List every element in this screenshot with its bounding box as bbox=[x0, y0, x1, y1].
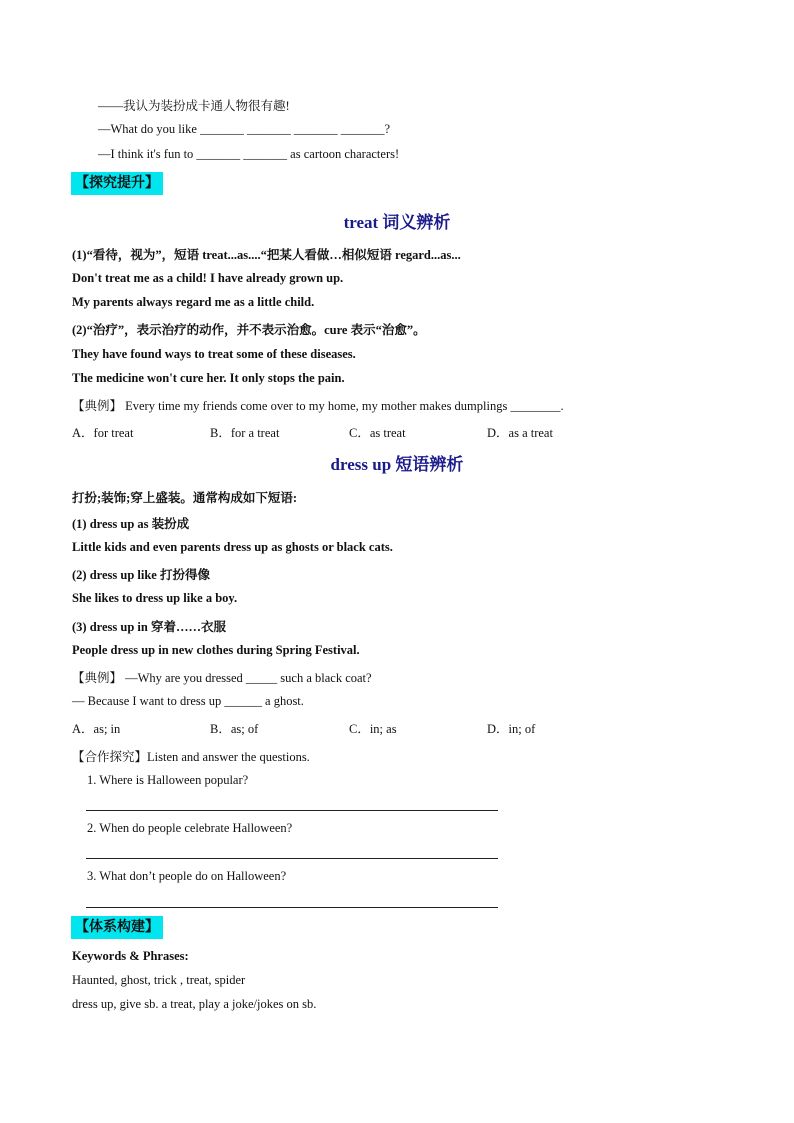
dressup-phrase-1: (1) dress up as 装扮成 bbox=[72, 517, 190, 531]
system-section-heading: 【体系构建】 bbox=[71, 916, 163, 939]
dressup-example-question-1: 【典例】 —Why are you dressed _____ such a black coat? bbox=[72, 671, 372, 685]
treat-example-2: My parents always regard me as a little child. bbox=[72, 295, 315, 309]
answer-line-1[interactable] bbox=[86, 810, 498, 811]
treat-option-b: B．for a treat bbox=[210, 426, 280, 440]
coop-question-1: 1. Where is Halloween popular? bbox=[87, 773, 249, 787]
dressup-option-d: D．in; of bbox=[487, 722, 536, 736]
treat-example-question: 【典例】 Every time my friends come over to my home, my mother makes dumplings ________. bbox=[72, 399, 564, 413]
treat-example-4: The medicine won't cure her. It only stops the pain. bbox=[72, 371, 345, 385]
dressup-option-b: B．as; of bbox=[210, 722, 259, 736]
answer-line-3[interactable] bbox=[86, 907, 498, 908]
dressup-option-c: C．in; as bbox=[349, 722, 397, 736]
coop-question-3: 3. What don’t people do on Halloween? bbox=[87, 869, 287, 883]
dressup-intro: 打扮;装饰;穿上盛装。通常构成如下短语: bbox=[72, 491, 297, 505]
intro-chinese-line: ——我认为装扮成卡通人物很有趣! bbox=[98, 99, 290, 113]
dressup-phrase-2: (2) dress up like 打扮得像 bbox=[72, 568, 210, 582]
treat-point-1: (1)“看待，视为”，短语 treat...as....“把某人看做…相似短语 regard...as... bbox=[72, 248, 461, 262]
intro-question-line: —What do you like _______ _______ _______ _______? bbox=[98, 122, 390, 136]
dressup-phrase-3: (3) dress up in 穿着……衣服 bbox=[72, 620, 226, 634]
treat-example-3: They have found ways to treat some of these diseases. bbox=[72, 347, 356, 361]
dressup-example-1: Little kids and even parents dress up as ghosts or black cats. bbox=[72, 540, 393, 554]
treat-point-2: (2)“治疗”，表示治疗的动作，并不表示治愈。cure 表示“治愈”。 bbox=[72, 323, 426, 337]
answer-line-2[interactable] bbox=[86, 858, 498, 859]
treat-option-d: D．as a treat bbox=[487, 426, 553, 440]
coop-heading: 【合作探究】Listen and answer the questions. bbox=[72, 750, 310, 764]
keywords-line-2: dress up, give sb. a treat, play a joke/jokes on sb. bbox=[72, 997, 317, 1011]
coop-question-2: 2. When do people celebrate Halloween? bbox=[87, 821, 293, 835]
dressup-example-3: People dress up in new clothes during Spring Festival. bbox=[72, 643, 360, 657]
treat-option-c: C．as treat bbox=[349, 426, 406, 440]
treat-section-title: treat 词义辨析 bbox=[343, 213, 451, 232]
dressup-section-title: dress up 短语辨析 bbox=[330, 455, 464, 474]
dressup-example-question-2: — Because I want to dress up ______ a ghost. bbox=[72, 694, 304, 708]
intro-answer-line: —I think it's fun to _______ _______ as cartoon characters! bbox=[98, 147, 400, 161]
treat-option-a: A．for treat bbox=[72, 426, 134, 440]
keywords-heading: Keywords & Phrases: bbox=[72, 949, 189, 963]
keywords-line-1: Haunted, ghost, trick , treat, spider bbox=[72, 973, 246, 987]
treat-example-1: Don't treat me as a child! I have already grown up. bbox=[72, 271, 344, 285]
dressup-option-a: A．as; in bbox=[72, 722, 121, 736]
explore-section-heading: 【探究提升】 bbox=[71, 172, 163, 195]
dressup-example-2: She likes to dress up like a boy. bbox=[72, 591, 238, 605]
